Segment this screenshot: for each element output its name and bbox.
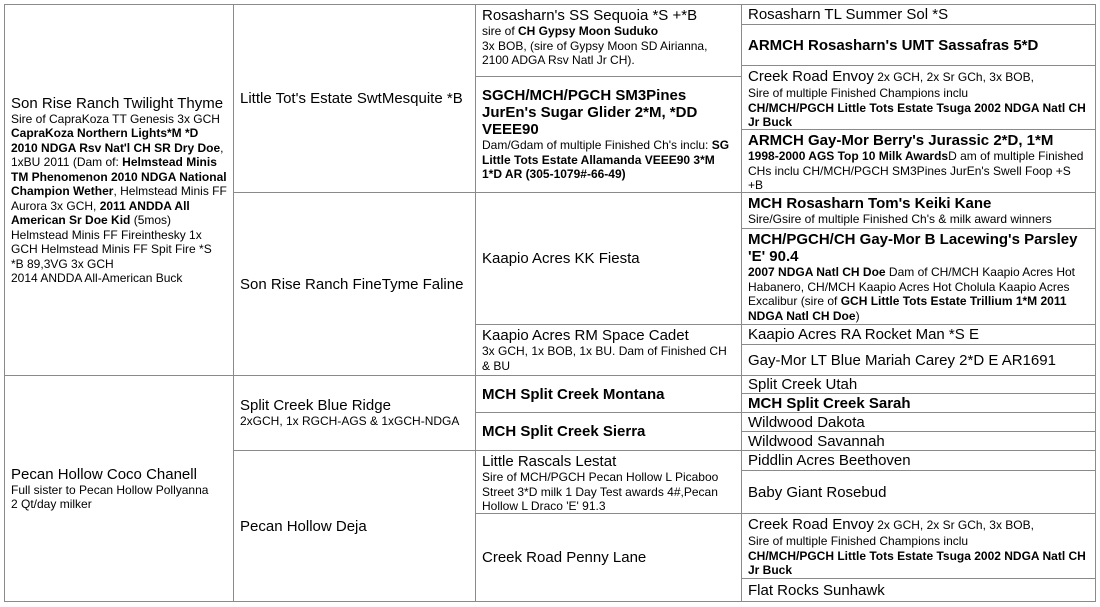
- gen4-name-4: ARMCH Gay-Mor Berry's Jurassic 2*D, 1*M: [748, 132, 1054, 149]
- gen4-cell-14: [741, 470, 1096, 514]
- gen2-name-3: Split Creek Blue Ridge: [240, 397, 391, 415]
- desc-segment: 2 Qt/day milker: [11, 497, 92, 511]
- desc-segment: ): [855, 308, 860, 323]
- gen4-name-7: Kaapio Acres RA Rocket Man *S E: [748, 326, 979, 343]
- gen3-desc-7: [482, 470, 735, 514]
- gen3-name-2: SGCH/MCH/PGCH SM3Pines JurEn's Sugar Glider 2*M, *DD VEEE90: [482, 87, 698, 139]
- desc-segment: Dam of CH/MCH Kaapio Acres Hot Habanero, CH/MCH Kaapio Acres Hot Cholula Kaapio Acres Excalibur (sire of: [748, 265, 1075, 308]
- gen4-inline-15: 2x GCH, 2x Sr GCh, 3x BOB,: [873, 518, 1034, 532]
- gen4-name-16: Flat Rocks Sunhawk: [748, 581, 885, 599]
- gen4-cell-10: [741, 393, 1096, 413]
- gen4-cell-15: [741, 513, 1096, 579]
- desc-segment: Sire of multiple Finished Champions inclu: [748, 534, 969, 548]
- gen3-cell-4: [475, 324, 742, 376]
- desc-segment: 2014 ANDDA All-American Buck: [11, 271, 183, 285]
- desc-segment: SG Little Tots Estate Allamanda VEEE90 3*M 1*D AR (305-1079#-66-49): [482, 138, 730, 182]
- gen4-name-14: Baby Giant Rosebud: [748, 483, 887, 501]
- gen4-desc-15: [748, 534, 1089, 578]
- gen2-name-2: Son Rise Ranch FineTyme Faline: [240, 275, 464, 293]
- desc-segment: (5mos) Helmstead Minis FF Fireinthesky 1x GCH Helmstead Minis FF Spit Fire *S *B 89,3VG 3x GCH: [11, 213, 212, 271]
- gen1-dam-name: Pecan Hollow Coco Chanell: [11, 465, 197, 483]
- gen2-cell-4: [233, 450, 476, 602]
- gen3-cell-7: [475, 450, 742, 514]
- gen4-name-5: MCH Rosasharn Tom's Keiki Kane: [748, 195, 992, 212]
- desc-segment: D am of multiple Finished CHs inclu CH/MCH/PGCH SM3Pines JurEn's Swell Foop +S +B: [748, 149, 1084, 192]
- desc-segment: 3x GCH, 1x BOB, 1x BU. Dam of Finished CH & BU: [482, 344, 727, 373]
- gen1-sire-name: Son Rise Ranch Twilight Thyme: [11, 94, 224, 112]
- desc-segment: , Helmstead Minis FF Aurora 3x GCH,: [11, 184, 227, 213]
- gen3-name-6: MCH Split Creek Sierra: [482, 423, 646, 440]
- gen4-name-9: Split Creek Utah: [748, 376, 858, 393]
- gen4-inline-3: 2x GCH, 2x Sr GCh, 3x BOB,: [873, 70, 1034, 84]
- gen2-name-1: Little Tot's Estate SwtMesquite *B: [240, 90, 463, 107]
- gen4-cell-1: [741, 4, 1096, 25]
- gen3-name-3: Kaapio Acres KK Fiesta: [482, 250, 640, 267]
- gen4-cell-2: [741, 24, 1096, 66]
- gen3-name-7: Little Rascals Lestat: [482, 453, 617, 470]
- gen4-name-1: Rosasharn TL Summer Sol *S: [748, 6, 949, 23]
- gen3-desc-1: [482, 24, 735, 68]
- gen3-cell-1: [475, 4, 742, 77]
- desc-segment: Sire of CapraKoza TT Genesis 3x GCH: [11, 111, 220, 126]
- gen1-dam-desc: [11, 483, 227, 512]
- gen3-name-1: Rosasharn's SS Sequoia *S +*B: [482, 7, 698, 24]
- gen2-desc-3: [240, 414, 469, 429]
- desc-segment: Dam/Gdam of multiple Finished Ch's inclu:: [482, 138, 712, 153]
- gen4-cell-16: [741, 578, 1096, 602]
- gen4-name-13: Piddlin Acres Beethoven: [748, 452, 911, 469]
- gen4-name-11: Wildwood Dakota: [748, 413, 865, 431]
- gen3-name-4: Kaapio Acres RM Space Cadet: [482, 327, 689, 344]
- desc-segment: CapraKoza Northern Lights*M *D 2010 NDGA Rsv Nat'l CH SR Dry Doe: [11, 126, 221, 155]
- desc-segment: CH Gypsy Moon Suduko: [518, 24, 659, 38]
- gen4-cell-13: [741, 450, 1096, 471]
- gen3-cell-8: [475, 513, 742, 602]
- gen3-desc-2: [482, 138, 735, 182]
- gen3-cell-2: [475, 76, 742, 193]
- gen4-name-15: Creek Road Envoy: [748, 516, 874, 533]
- gen4-name-12: Wildwood Savannah: [748, 432, 885, 450]
- desc-segment: , 1xBU 2011 (Dam of:: [11, 140, 224, 169]
- desc-segment: Sire of multiple Finished Champions inclu: [748, 86, 969, 100]
- gen3-cell-6: [475, 412, 742, 451]
- gen1-dam-cell: [4, 375, 234, 602]
- gen1-sire-desc: [11, 112, 227, 286]
- gen1-sire-cell: [4, 4, 234, 376]
- desc-segment: Full sister to Pecan Hollow Pollyanna: [11, 482, 209, 497]
- gen4-inline-6: 2007 NDGA Natl CH Doe: [748, 265, 886, 279]
- desc-segment: 3x BOB, (sire of Gypsy Moon SD Airianna, 2100 ADGA Rsv Natl Jr CH).: [482, 38, 708, 67]
- gen4-cell-5: [741, 192, 1096, 229]
- gen4-cell-11: [741, 412, 1096, 432]
- gen3-cell-3: [475, 192, 742, 325]
- gen4-cell-6: [741, 228, 1096, 325]
- gen3-desc-4: [482, 344, 735, 373]
- desc-segment: 1998-2000 AGS Top 10 Milk Awards: [748, 149, 949, 163]
- desc-segment: Sire/Gsire of multiple Finished Ch's & milk award winners: [748, 212, 1052, 226]
- gen4-cell-4: [741, 129, 1096, 193]
- gen3-cell-5: [475, 375, 742, 413]
- gen2-name-4: Pecan Hollow Deja: [240, 517, 367, 535]
- desc-segment: GCH Little Tots Estate Trillium 1*M 2011 NDGA Natl CH Doe: [748, 294, 1067, 323]
- desc-segment: CH/MCH/PGCH Little Tots Estate Tsuga 2002 NDGA Natl CH Jr Buck: [748, 548, 1086, 577]
- gen4-desc-4: [748, 149, 1089, 193]
- gen4-cell-9: [741, 375, 1096, 394]
- desc-segment: CH/MCH/PGCH Little Tots Estate Tsuga 2002 NDGA Natl CH Jr Buck: [748, 100, 1086, 129]
- gen4-cell-3: [741, 65, 1096, 130]
- gen4-name-3: Creek Road Envoy: [748, 68, 874, 85]
- gen4-name-8: Gay-Mor LT Blue Mariah Carey 2*D E AR1691: [748, 351, 1056, 369]
- desc-segment: 2011 ANDDA All American Sr Doe Kid: [11, 198, 190, 227]
- gen3-name-8: Creek Road Penny Lane: [482, 549, 647, 566]
- gen4-cell-12: [741, 431, 1096, 451]
- gen4-name-2: ARMCH Rosasharn's UMT Sassafras 5*D: [748, 36, 1039, 54]
- gen4-name-6: MCH/PGCH/CH Gay-Mor B Lacewing's Parsley 'E' 90.4: [748, 231, 1078, 265]
- gen4-desc-3: [748, 86, 1089, 130]
- desc-segment: 2xGCH, 1x RGCH-AGS & 1xGCH-NDGA: [240, 414, 460, 429]
- gen3-name-5: MCH Split Creek Montana: [482, 385, 665, 403]
- desc-segment: sire of: [482, 24, 519, 38]
- gen4-name-10: MCH Split Creek Sarah: [748, 394, 911, 412]
- desc-segment: Helmstead Minis TM Phenomenon 2010 NDGA National Champion Wether: [11, 155, 227, 198]
- gen4-cell-7: [741, 324, 1096, 345]
- gen4-cell-8: [741, 344, 1096, 376]
- gen2-cell-1: [233, 4, 476, 193]
- gen2-cell-3: [233, 375, 476, 451]
- gen2-cell-2: [233, 192, 476, 376]
- desc-segment: Sire of MCH/PGCH Pecan Hollow L Picaboo Street 3*D milk 1 Day Test awards 4#,Pecan Hollow L Draco 'E' 91.3: [482, 470, 719, 513]
- gen4-desc-5: [748, 212, 1089, 227]
